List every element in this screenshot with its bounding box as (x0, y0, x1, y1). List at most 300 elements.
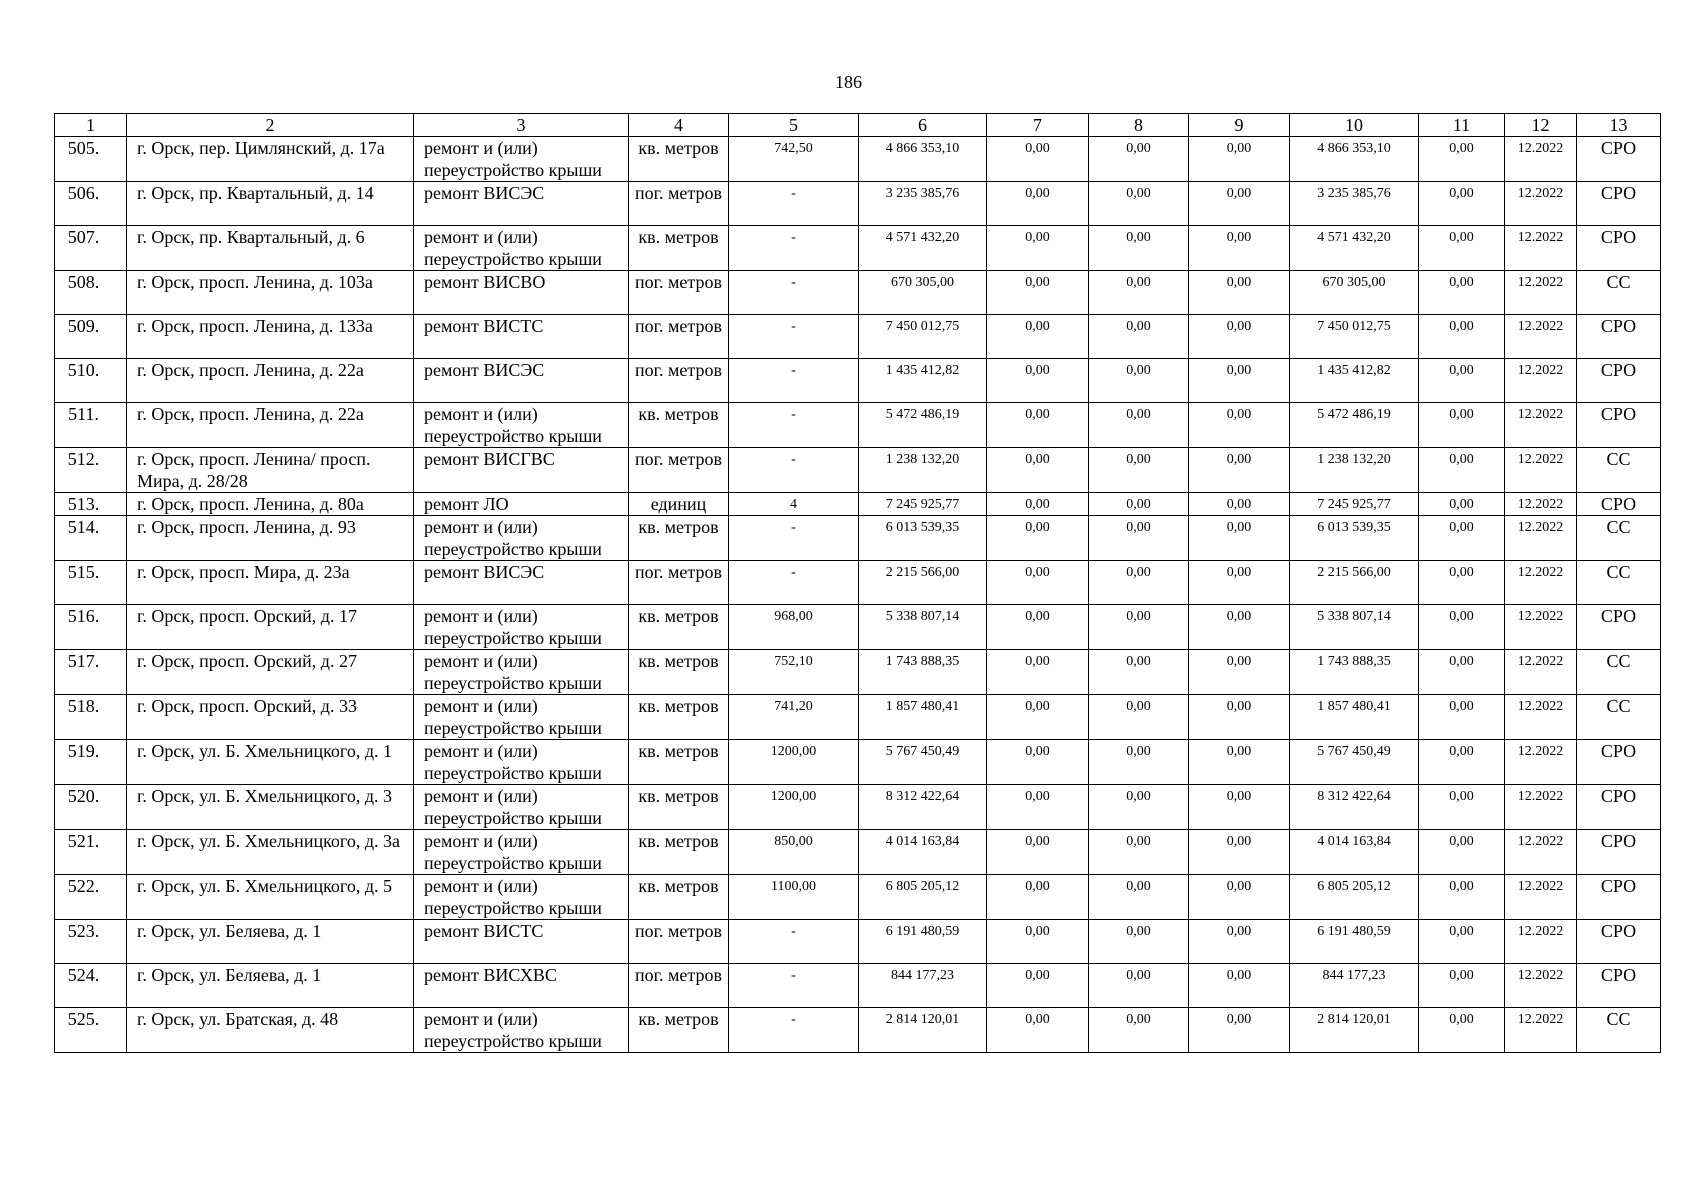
total-cost-cell (859, 226, 987, 271)
unit-cell (629, 403, 729, 448)
address-cell (127, 448, 414, 493)
cost-col9-cell (1189, 315, 1290, 359)
method-cell-text: СС (1606, 272, 1631, 292)
method-cell (1577, 650, 1661, 695)
unit-cell-text: пог. метров (635, 360, 722, 380)
deadline-cell-text: 12.2022 (1517, 609, 1564, 624)
cost-col9-cell-text: 0,00 (1226, 968, 1252, 983)
cost-col8-cell-text: 0,00 (1126, 363, 1151, 378)
cost-col8-cell-text: 0,00 (1126, 565, 1151, 580)
cost-col8-cell-text: 0,00 (1126, 520, 1151, 535)
cost-col10-cell (1290, 448, 1419, 493)
total-cost-cell (859, 695, 987, 740)
row-number-text: 512. (67, 449, 100, 469)
row-number (55, 182, 127, 226)
quantity-cell (729, 359, 859, 403)
column-header-12: 12 (1505, 114, 1577, 137)
address-cell (127, 182, 414, 226)
quantity-cell-text: - (791, 363, 796, 378)
cost-col9-cell-text: 0,00 (1226, 789, 1252, 804)
cost-col10-cell-text: 5 472 486,19 (1317, 407, 1391, 422)
cost-col8-cell (1089, 448, 1189, 493)
cost-col8-cell-text: 0,00 (1126, 699, 1151, 714)
unit-cell-text: кв. метров (638, 606, 719, 626)
total-cost-cell-text: 6 805 205,12 (885, 879, 960, 894)
quantity-cell-text: - (791, 275, 796, 290)
work-type-cell (414, 964, 629, 1008)
row-number-text: 507. (67, 227, 100, 247)
cost-col9-cell (1189, 493, 1290, 516)
cost-col11-cell-text: 0,00 (1449, 699, 1474, 714)
column-header-4: 4 (629, 114, 729, 137)
row-number (55, 137, 127, 182)
unit-cell (629, 650, 729, 695)
method-cell-text: СС (1606, 1009, 1631, 1029)
total-cost-cell (859, 448, 987, 493)
deadline-cell-text: 12.2022 (1517, 452, 1564, 467)
cost-col10-cell (1290, 271, 1419, 315)
cost-col8-cell (1089, 182, 1189, 226)
cost-col11-cell-text: 0,00 (1449, 452, 1474, 467)
unit-cell-text: кв. метров (638, 517, 719, 537)
cost-col7-cell (987, 875, 1089, 920)
quantity-cell (729, 605, 859, 650)
table-row (55, 315, 1661, 359)
cost-col10-cell-text: 8 312 422,64 (1317, 789, 1391, 804)
deadline-cell-text: 12.2022 (1517, 319, 1564, 334)
cost-col7-cell (987, 403, 1089, 448)
work-type-cell (414, 516, 629, 561)
cost-col7-cell (987, 605, 1089, 650)
row-number-text: 506. (67, 183, 100, 203)
cost-col8-cell (1089, 964, 1189, 1008)
total-cost-cell-text: 4 866 353,10 (885, 141, 960, 156)
method-cell (1577, 271, 1661, 315)
total-cost-cell (859, 1008, 987, 1053)
deadline-cell (1505, 271, 1577, 315)
cost-col8-cell-text: 0,00 (1126, 230, 1151, 245)
unit-cell (629, 875, 729, 920)
cost-col8-cell (1089, 315, 1189, 359)
deadline-cell-text: 12.2022 (1517, 407, 1564, 422)
row-number (55, 403, 127, 448)
unit-cell (629, 561, 729, 605)
work-type-cell-text: ремонт и (или) переустройство крыши (424, 651, 602, 693)
cost-col7-cell-text: 0,00 (1025, 879, 1050, 894)
row-number (55, 493, 127, 516)
row-number (55, 561, 127, 605)
total-cost-cell-text: 1 238 132,20 (885, 452, 960, 467)
deadline-cell (1505, 740, 1577, 785)
row-number-text: 520. (67, 786, 100, 806)
cost-col8-cell (1089, 1008, 1189, 1053)
work-type-cell-text: ремонт ВИСГВС (424, 449, 555, 469)
cost-col9-cell-text: 0,00 (1226, 609, 1252, 624)
deadline-cell-text: 12.2022 (1517, 834, 1564, 849)
total-cost-cell (859, 271, 987, 315)
address-cell-text: г. Орск, пер. Цимлянский, д. 17а (137, 138, 385, 158)
deadline-cell (1505, 830, 1577, 875)
cost-col8-cell (1089, 271, 1189, 315)
cost-col7-cell-text: 0,00 (1025, 565, 1050, 580)
work-type-cell (414, 875, 629, 920)
work-type-cell (414, 605, 629, 650)
table-row (55, 448, 1661, 493)
cost-col11-cell-text: 0,00 (1449, 968, 1474, 983)
cost-col8-cell (1089, 785, 1189, 830)
cost-col11-cell (1419, 493, 1505, 516)
unit-cell-text: кв. метров (638, 138, 719, 158)
cost-col8-cell-text: 0,00 (1126, 497, 1151, 512)
method-cell (1577, 830, 1661, 875)
work-type-cell-text: ремонт и (или) переустройство крыши (424, 696, 602, 738)
column-header-11: 11 (1419, 114, 1505, 137)
total-cost-cell-text: 6 191 480,59 (885, 924, 960, 939)
cost-col9-cell-text: 0,00 (1226, 699, 1252, 714)
quantity-cell (729, 1008, 859, 1053)
cost-col9-cell-text: 0,00 (1226, 879, 1252, 894)
address-cell (127, 271, 414, 315)
cost-col10-cell-text: 6 805 205,12 (1317, 879, 1391, 894)
cost-col10-cell-text: 7 450 012,75 (1317, 319, 1391, 334)
method-cell (1577, 1008, 1661, 1053)
quantity-cell-text: - (791, 230, 796, 245)
total-cost-cell-text: 2 215 566,00 (885, 565, 960, 580)
cost-col11-cell-text: 0,00 (1449, 654, 1474, 669)
cost-col11-cell (1419, 448, 1505, 493)
address-cell-text: г. Орск, просп. Ленина/ просп. Мира, д. 28/28 (137, 449, 371, 491)
unit-cell-text: кв. метров (638, 227, 719, 247)
cost-col9-cell (1189, 650, 1290, 695)
cost-col7-cell-text: 0,00 (1025, 141, 1050, 156)
unit-cell (629, 226, 729, 271)
total-cost-cell (859, 516, 987, 561)
total-cost-cell-text: 5 472 486,19 (885, 407, 960, 422)
row-number (55, 695, 127, 740)
address-cell-text: г. Орск, просп. Ленина, д. 133а (137, 316, 373, 336)
cost-col8-cell (1089, 830, 1189, 875)
table-row (55, 403, 1661, 448)
deadline-cell (1505, 315, 1577, 359)
total-cost-cell (859, 875, 987, 920)
method-cell-text: СРО (1600, 316, 1637, 336)
cost-col11-cell (1419, 740, 1505, 785)
deadline-cell (1505, 964, 1577, 1008)
quantity-cell (729, 403, 859, 448)
method-cell (1577, 561, 1661, 605)
address-cell-text: г. Орск, пр. Квартальный, д. 6 (137, 227, 365, 247)
cost-col8-cell (1089, 359, 1189, 403)
cost-col11-cell (1419, 964, 1505, 1008)
cost-col11-cell-text: 0,00 (1449, 407, 1474, 422)
cost-col8-cell (1089, 695, 1189, 740)
work-type-cell-text: ремонт и (или) переустройство крыши (424, 404, 602, 446)
total-cost-cell-text: 4 014 163,84 (885, 834, 960, 849)
quantity-cell (729, 964, 859, 1008)
cost-col11-cell-text: 0,00 (1449, 520, 1474, 535)
cost-col8-cell-text: 0,00 (1126, 744, 1151, 759)
cost-col8-cell-text: 0,00 (1126, 968, 1151, 983)
row-number-text: 522. (67, 876, 100, 896)
work-type-cell-text: ремонт и (или) переустройство крыши (424, 517, 602, 559)
cost-col11-cell-text: 0,00 (1449, 834, 1474, 849)
cost-col11-cell (1419, 182, 1505, 226)
cost-col7-cell (987, 516, 1089, 561)
cost-col11-cell-text: 0,00 (1449, 319, 1474, 334)
address-cell (127, 359, 414, 403)
method-cell-text: СРО (1600, 606, 1637, 626)
row-number (55, 875, 127, 920)
work-type-cell-text: ремонт ВИСЭС (424, 562, 545, 582)
row-number-text: 524. (67, 965, 100, 985)
table-row (55, 650, 1661, 695)
unit-cell-text: кв. метров (638, 404, 719, 424)
work-type-cell (414, 137, 629, 182)
address-cell-text: г. Орск, просп. Ленина, д. 80а (137, 494, 364, 514)
cost-col10-cell-text: 3 235 385,76 (1317, 186, 1391, 201)
deadline-cell-text: 12.2022 (1517, 654, 1564, 669)
cost-col7-cell-text: 0,00 (1025, 654, 1050, 669)
total-cost-cell (859, 493, 987, 516)
total-cost-cell-text: 4 571 432,20 (885, 230, 960, 245)
method-cell-text: СРО (1600, 404, 1637, 424)
deadline-cell (1505, 448, 1577, 493)
total-cost-cell (859, 785, 987, 830)
quantity-cell-text: - (791, 924, 796, 939)
cost-col8-cell-text: 0,00 (1126, 452, 1151, 467)
address-cell (127, 516, 414, 561)
address-cell-text: г. Орск, пр. Квартальный, д. 14 (137, 183, 374, 203)
row-number (55, 448, 127, 493)
total-cost-cell-text: 3 235 385,76 (885, 186, 960, 201)
cost-col10-cell-text: 844 177,23 (1322, 968, 1386, 983)
address-cell-text: г. Орск, ул. Беляева, д. 1 (137, 965, 322, 985)
cost-col8-cell (1089, 875, 1189, 920)
work-type-cell (414, 448, 629, 493)
deadline-cell (1505, 561, 1577, 605)
method-cell (1577, 403, 1661, 448)
quantity-cell (729, 448, 859, 493)
deadline-cell-text: 12.2022 (1517, 789, 1564, 804)
cost-col10-cell (1290, 315, 1419, 359)
cost-col7-cell-text: 0,00 (1025, 363, 1050, 378)
cost-col11-cell-text: 0,00 (1449, 789, 1474, 804)
address-cell (127, 740, 414, 785)
unit-cell-text: кв. метров (638, 696, 719, 716)
quantity-cell-text: - (791, 520, 796, 535)
quantity-cell (729, 516, 859, 561)
cost-col9-cell-text: 0,00 (1226, 1012, 1252, 1027)
work-type-cell (414, 359, 629, 403)
method-cell-text: СРО (1600, 494, 1637, 514)
cost-col10-cell-text: 6 013 539,35 (1317, 520, 1391, 535)
table-row (55, 785, 1661, 830)
unit-cell (629, 315, 729, 359)
column-header-9: 9 (1189, 114, 1290, 137)
row-number (55, 271, 127, 315)
unit-cell (629, 271, 729, 315)
column-header-10: 10 (1290, 114, 1419, 137)
row-number-text: 510. (67, 360, 100, 380)
method-cell-text: СРО (1600, 831, 1637, 851)
cost-col7-cell (987, 137, 1089, 182)
cost-col9-cell-text: 0,00 (1226, 319, 1252, 334)
deadline-cell-text: 12.2022 (1517, 699, 1564, 714)
table-row (55, 875, 1661, 920)
work-type-cell-text: ремонт ВИСЭС (424, 360, 545, 380)
unit-cell-text: единиц (650, 494, 707, 514)
work-type-cell-text: ремонт и (или) переустройство крыши (424, 741, 602, 783)
total-cost-cell-text: 1 857 480,41 (885, 699, 960, 714)
quantity-cell (729, 650, 859, 695)
table-row (55, 605, 1661, 650)
work-type-cell (414, 785, 629, 830)
cost-col10-cell-text: 5 767 450,49 (1317, 744, 1391, 759)
work-type-cell-text: ремонт и (или) переустройство крыши (424, 876, 602, 918)
cost-col11-cell (1419, 516, 1505, 561)
cost-col7-cell-text: 0,00 (1025, 186, 1050, 201)
address-cell (127, 315, 414, 359)
cost-col10-cell (1290, 830, 1419, 875)
cost-col9-cell-text: 0,00 (1226, 565, 1252, 580)
cost-col11-cell-text: 0,00 (1449, 497, 1474, 512)
deadline-cell (1505, 182, 1577, 226)
row-number (55, 226, 127, 271)
deadline-cell-text: 12.2022 (1517, 141, 1564, 156)
cost-col10-cell (1290, 740, 1419, 785)
method-cell-text: СС (1606, 696, 1631, 716)
method-cell-text: СС (1606, 517, 1631, 537)
row-number-text: 516. (67, 606, 100, 626)
cost-col11-cell-text: 0,00 (1449, 924, 1474, 939)
table-row (55, 830, 1661, 875)
registry-table (54, 113, 1661, 1053)
cost-col9-cell (1189, 920, 1290, 964)
cost-col11-cell (1419, 605, 1505, 650)
quantity-cell-text: - (791, 452, 796, 467)
work-type-cell (414, 182, 629, 226)
work-type-cell (414, 1008, 629, 1053)
method-cell (1577, 359, 1661, 403)
table-row (55, 137, 1661, 182)
work-type-cell (414, 271, 629, 315)
cost-col11-cell (1419, 785, 1505, 830)
cost-col8-cell-text: 0,00 (1126, 654, 1151, 669)
work-type-cell-text: ремонт и (или) переустройство крыши (424, 1009, 602, 1051)
cost-col11-cell (1419, 830, 1505, 875)
method-cell (1577, 964, 1661, 1008)
address-cell (127, 403, 414, 448)
cost-col10-cell (1290, 403, 1419, 448)
cost-col11-cell (1419, 695, 1505, 740)
address-cell-text: г. Орск, просп. Ленина, д. 103а (137, 272, 373, 292)
total-cost-cell-text: 7 245 925,77 (885, 497, 960, 512)
cost-col8-cell-text: 0,00 (1126, 789, 1151, 804)
table-row (55, 740, 1661, 785)
cost-col11-cell (1419, 920, 1505, 964)
method-cell-text: СС (1606, 449, 1631, 469)
quantity-cell-text: 850,00 (774, 834, 813, 849)
work-type-cell (414, 403, 629, 448)
row-number (55, 920, 127, 964)
row-number (55, 1008, 127, 1053)
unit-cell-text: пог. метров (635, 921, 722, 941)
unit-cell-text: пог. метров (635, 316, 722, 336)
quantity-cell (729, 226, 859, 271)
total-cost-cell-text: 7 450 012,75 (885, 319, 960, 334)
cost-col8-cell (1089, 740, 1189, 785)
cost-col10-cell (1290, 561, 1419, 605)
total-cost-cell (859, 182, 987, 226)
quantity-cell (729, 785, 859, 830)
deadline-cell-text: 12.2022 (1517, 275, 1564, 290)
row-number (55, 315, 127, 359)
cost-col10-cell (1290, 226, 1419, 271)
row-number-text: 517. (67, 651, 100, 671)
quantity-cell-text: - (791, 968, 796, 983)
unit-cell (629, 830, 729, 875)
work-type-cell (414, 740, 629, 785)
work-type-cell (414, 315, 629, 359)
cost-col7-cell (987, 315, 1089, 359)
cost-col7-cell (987, 830, 1089, 875)
table-body (55, 137, 1661, 1053)
method-cell (1577, 605, 1661, 650)
table-row (55, 516, 1661, 561)
method-cell (1577, 315, 1661, 359)
column-header-8: 8 (1089, 114, 1189, 137)
column-header-6: 6 (859, 114, 987, 137)
quantity-cell-text: - (791, 186, 796, 201)
column-header-13: 13 (1577, 114, 1661, 137)
cost-col9-cell (1189, 1008, 1290, 1053)
cost-col10-cell-text: 2 215 566,00 (1317, 565, 1391, 580)
cost-col11-cell (1419, 226, 1505, 271)
row-number-text: 521. (67, 831, 100, 851)
cost-col8-cell-text: 0,00 (1126, 186, 1151, 201)
cost-col7-cell-text: 0,00 (1025, 520, 1050, 535)
total-cost-cell (859, 315, 987, 359)
unit-cell (629, 448, 729, 493)
cost-col7-cell-text: 0,00 (1025, 699, 1050, 714)
method-cell-text: СС (1606, 651, 1631, 671)
method-cell (1577, 448, 1661, 493)
unit-cell-text: кв. метров (638, 741, 719, 761)
deadline-cell-text: 12.2022 (1517, 879, 1564, 894)
work-type-cell-text: ремонт и (или) переустройство крыши (424, 227, 602, 269)
cost-col7-cell (987, 359, 1089, 403)
deadline-cell-text: 12.2022 (1517, 565, 1564, 580)
cost-col8-cell (1089, 226, 1189, 271)
unit-cell (629, 182, 729, 226)
address-cell-text: г. Орск, ул. Братская, д. 48 (137, 1009, 339, 1029)
cost-col11-cell (1419, 359, 1505, 403)
row-number-text: 525. (67, 1009, 100, 1029)
unit-cell-text: кв. метров (638, 1009, 719, 1029)
method-cell (1577, 785, 1661, 830)
method-cell (1577, 516, 1661, 561)
cost-col7-cell-text: 0,00 (1025, 275, 1050, 290)
method-cell-text: СС (1606, 562, 1631, 582)
work-type-cell (414, 650, 629, 695)
cost-col8-cell-text: 0,00 (1126, 879, 1151, 894)
cost-col11-cell (1419, 650, 1505, 695)
deadline-cell-text: 12.2022 (1517, 924, 1564, 939)
cost-col7-cell (987, 964, 1089, 1008)
deadline-cell (1505, 605, 1577, 650)
row-number-text: 508. (67, 272, 100, 292)
column-header-5: 5 (729, 114, 859, 137)
